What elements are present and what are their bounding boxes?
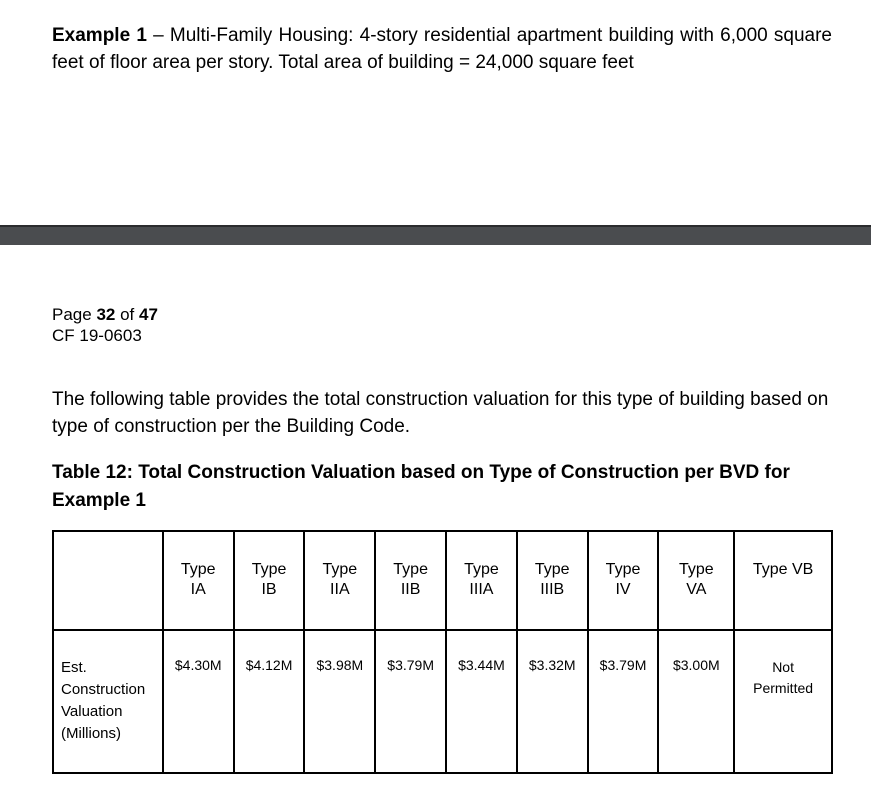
table-row bbox=[53, 630, 832, 773]
value-type-iiib: $3.32M bbox=[517, 630, 588, 773]
value-type-vb: Not Permitted bbox=[734, 630, 832, 773]
page-info bbox=[52, 304, 158, 346]
example-text: – Multi-Family Housing: 4-story residential apartment building with 6,000 square feet of floor area per story. Total area of building = 24,000 square feet bbox=[52, 25, 832, 73]
page-of: of bbox=[120, 305, 135, 324]
intro-paragraph: The following table provides the total construction valuation for this type of building based on type of construction per the Building Code. bbox=[52, 389, 829, 437]
table-title: Table 12: Total Construction Valuation based on Type of Construction per BVD for Example 1 bbox=[52, 462, 790, 511]
example-label: Example 1 bbox=[52, 25, 147, 46]
value-type-iv: $3.79M bbox=[588, 630, 659, 773]
page-total: 47 bbox=[139, 305, 158, 324]
header-type-ia: Type IA bbox=[163, 531, 234, 630]
header-type-va: Type VA bbox=[658, 531, 734, 630]
header-blank-cell bbox=[53, 531, 163, 630]
page-prefix: Page bbox=[52, 305, 92, 324]
value-type-iiia: $3.44M bbox=[446, 630, 517, 773]
value-type-va: $3.00M bbox=[658, 630, 734, 773]
example-description bbox=[52, 22, 832, 76]
valuation-table bbox=[52, 530, 833, 774]
header-type-iiib: Type IIIB bbox=[517, 531, 588, 630]
page-number: 32 bbox=[96, 305, 116, 324]
header-type-ib: Type IB bbox=[234, 531, 305, 630]
page-number-line bbox=[52, 304, 158, 325]
header-type-vb: Type VB bbox=[734, 531, 832, 630]
value-type-iia: $3.98M bbox=[304, 630, 375, 773]
value-type-ia: $4.30M bbox=[163, 630, 234, 773]
header-type-iiia: Type IIIA bbox=[446, 531, 517, 630]
value-type-iib: $3.79M bbox=[375, 630, 446, 773]
header-type-iib: Type IIB bbox=[375, 531, 446, 630]
page-break-divider bbox=[0, 225, 871, 245]
file-number: CF 19-0603 bbox=[52, 326, 142, 345]
header-type-iia: Type IIA bbox=[304, 531, 375, 630]
value-type-ib: $4.12M bbox=[234, 630, 305, 773]
table-header-row bbox=[53, 531, 832, 630]
row-label-cell: Est. Construction Valuation (Millions) bbox=[53, 630, 163, 773]
header-type-iv: Type IV bbox=[588, 531, 659, 630]
